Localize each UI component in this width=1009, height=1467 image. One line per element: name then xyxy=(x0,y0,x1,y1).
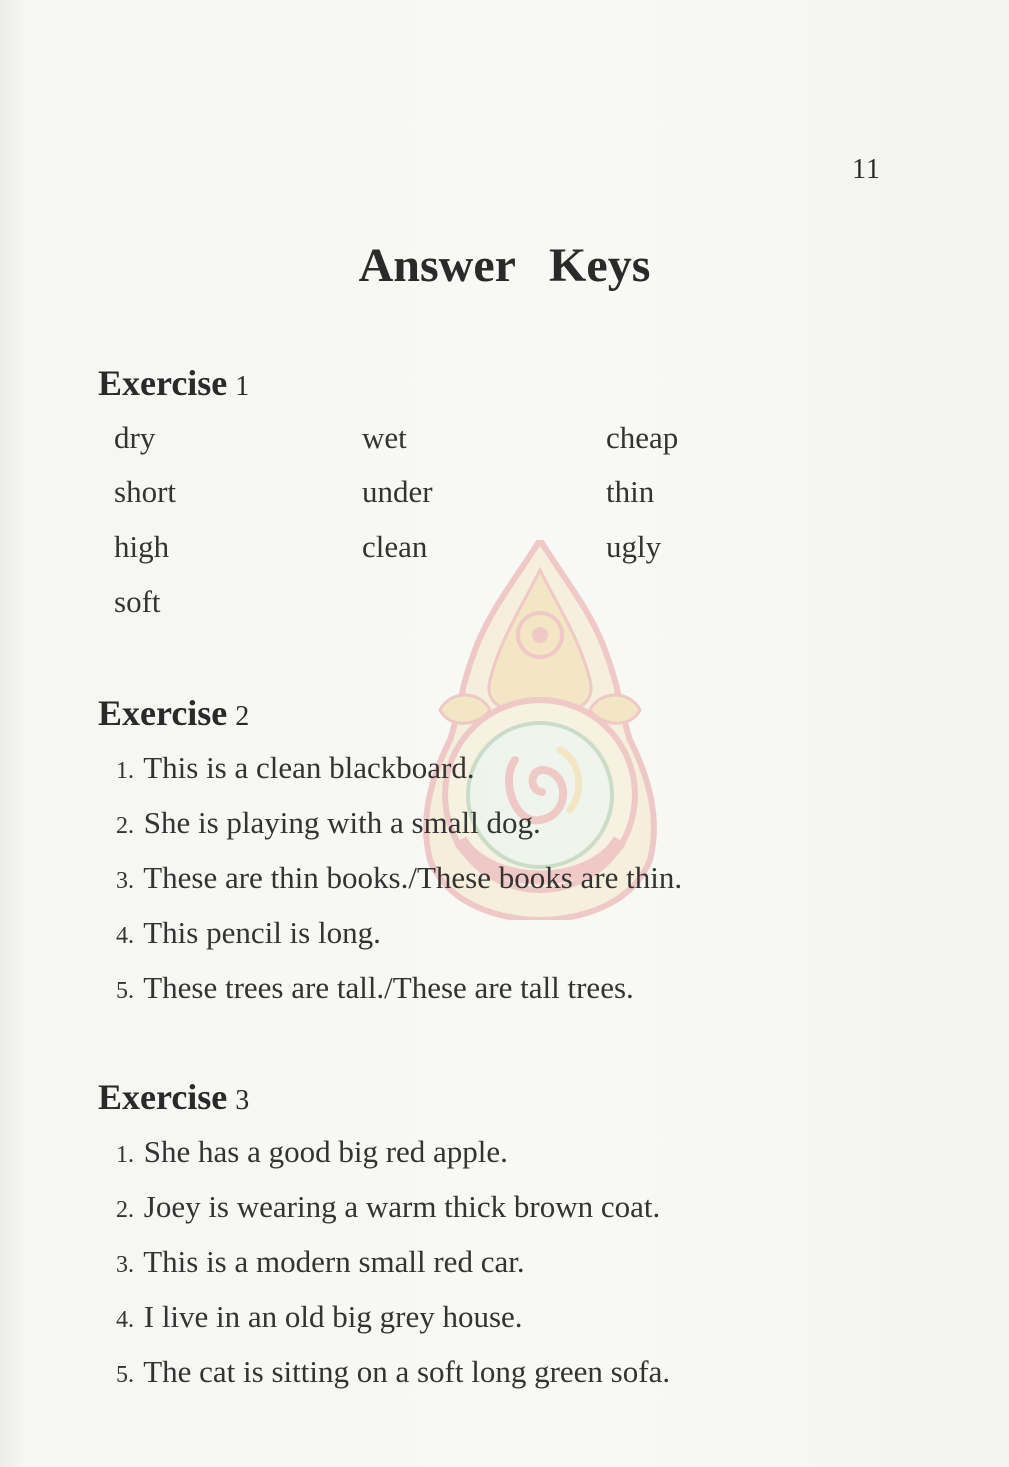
word-item: wet xyxy=(362,420,407,455)
word-item: high xyxy=(114,529,170,564)
word-item: ugly xyxy=(606,529,662,564)
item-text: Joey is wearing a warm thick brown coat. xyxy=(143,1189,661,1224)
list-item xyxy=(116,1244,525,1280)
list-item xyxy=(116,1134,508,1170)
word-item: clean xyxy=(362,529,428,564)
list-item xyxy=(116,970,634,1006)
item-number: 5. xyxy=(116,978,134,1004)
exercise-3-heading xyxy=(98,1076,249,1118)
exercise-1-number: 1 xyxy=(235,371,250,402)
list-item xyxy=(116,750,475,786)
item-number: 1. xyxy=(116,1142,134,1168)
word-item: cheap xyxy=(606,420,679,455)
exercise-3-number: 3 xyxy=(235,1085,250,1116)
item-text: She is playing with a small dog. xyxy=(143,805,541,840)
item-text: This is a modern small red car. xyxy=(143,1244,525,1279)
item-text: These trees are tall./These are tall trees. xyxy=(143,970,634,1005)
list-item xyxy=(116,915,381,951)
item-number: 1. xyxy=(116,758,134,784)
item-text: These are thin books./These books are thin. xyxy=(143,860,683,895)
item-text: She has a good big red apple. xyxy=(143,1134,508,1169)
item-number: 5. xyxy=(116,1362,134,1388)
list-item xyxy=(116,1354,670,1390)
item-number: 4. xyxy=(116,923,134,949)
word-item: thin xyxy=(606,474,655,509)
item-text: This pencil is long. xyxy=(143,915,381,950)
exercise-2-number: 2 xyxy=(235,701,250,732)
item-number: 2. xyxy=(116,813,134,839)
word-item: soft xyxy=(114,584,161,619)
exercise-2-title: Exercise xyxy=(98,693,228,733)
item-number: 3. xyxy=(116,868,134,894)
page-number: 11 xyxy=(852,154,881,185)
item-text: I live in an old big grey house. xyxy=(143,1299,523,1334)
word-item: short xyxy=(114,474,176,509)
page-title: Answer Keys xyxy=(358,239,651,292)
word-item: under xyxy=(362,474,433,509)
item-text: The cat is sitting on a soft long green sofa. xyxy=(143,1354,671,1389)
item-number: 4. xyxy=(116,1307,134,1333)
exercise-2-heading xyxy=(98,692,249,734)
exercise-3-title: Exercise xyxy=(98,1077,228,1117)
item-text: This is a clean blackboard. xyxy=(143,750,475,785)
exercise-1-title: Exercise xyxy=(98,363,228,403)
list-item xyxy=(116,1189,660,1225)
list-item xyxy=(116,860,682,896)
word-item: dry xyxy=(114,420,156,455)
exercise-1-heading xyxy=(98,362,249,404)
item-number: 2. xyxy=(116,1197,134,1223)
list-item xyxy=(116,1299,523,1335)
item-number: 3. xyxy=(116,1252,134,1278)
list-item xyxy=(116,805,541,841)
